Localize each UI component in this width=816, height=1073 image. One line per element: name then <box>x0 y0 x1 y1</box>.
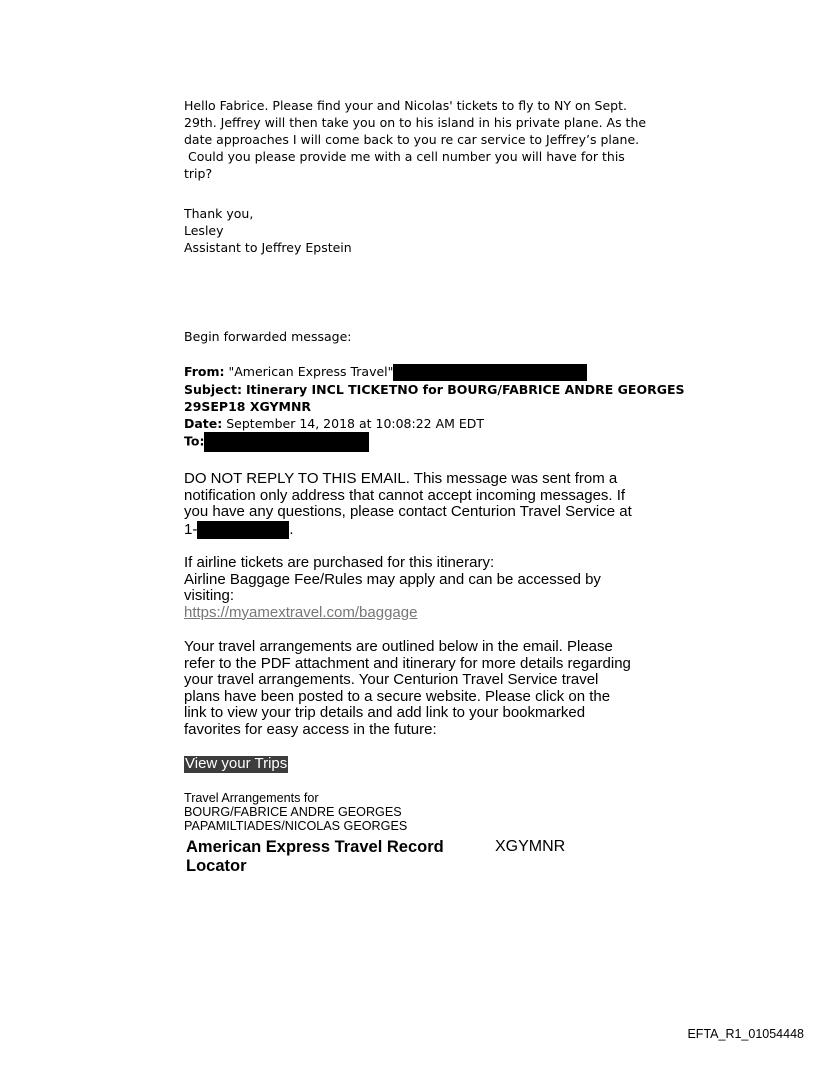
travelers-list <box>184 791 484 833</box>
notice-line: DO NOT REPLY TO THIS EMAIL. This message was sent from a <box>184 470 618 487</box>
no-reply-notice <box>184 471 654 539</box>
signoff-title: Assistant to Jeffrey Epstein <box>184 240 352 255</box>
arrangements-line: plans have been posted to a secure website. Please click on the <box>184 687 611 705</box>
arrangements-line: your travel arrangements. Your Centurion Travel Service travel <box>184 671 599 688</box>
notice-line: you have any questions, please contact Centurion Travel Service at <box>184 503 632 520</box>
baggage-info <box>184 555 654 621</box>
arrangements-line: favorites for easy access in the future: <box>184 720 437 738</box>
from-value: "American Express Travel" <box>228 364 394 379</box>
date-value: September 14, 2018 at 10:08:22 AM EDT <box>226 416 485 431</box>
traveler-name: BOURG/FABRICE ANDRE GEORGES <box>184 805 402 819</box>
intro-line: trip? <box>184 166 213 181</box>
subject-label: Subject: <box>184 382 242 397</box>
date-label: Date: <box>184 416 223 431</box>
baggage-line: Airline Baggage Fee/Rules may apply and can be accessed by <box>184 570 601 588</box>
intro-line: Hello Fabrice. Please find your and Nicolas' tickets to fly to NY on Sept. <box>184 98 627 113</box>
notice-line: notification only address that cannot accept incoming messages. If <box>184 486 626 504</box>
record-locator-label: American Express Travel Record Locator <box>186 838 444 875</box>
intro-line: 29th. Jeffrey will then take you on to his island in his private plane. As the <box>184 115 647 130</box>
arrangements-line: refer to the PDF attachment and itinerary for more details regarding <box>184 654 631 672</box>
traveler-name: PAPAMILTIADES/NICOLAS GEORGES <box>184 819 408 833</box>
travelers-heading: Travel Arrangements for <box>184 791 319 805</box>
document-id: EFTA_R1_01054448 <box>687 1027 804 1041</box>
baggage-line: visiting: <box>184 587 235 604</box>
signoff-name: Lesley <box>184 223 224 238</box>
forward-begin: Begin forwarded message: <box>184 329 352 344</box>
subject-value: Itinerary INCL TICKETNO for BOURG/FABRICE ANDRE GEORGES <box>245 382 685 397</box>
intro-paragraph <box>184 97 654 182</box>
view-trips-button[interactable]: View your Trips <box>185 755 288 772</box>
forward-header <box>184 363 685 452</box>
arrangements-paragraph <box>184 639 654 738</box>
signoff-thanks: Thank you, <box>184 206 254 221</box>
redaction-block <box>197 521 289 539</box>
phone-prefix: 1- <box>184 520 198 538</box>
record-locator-value: XGYMNR <box>495 838 566 855</box>
signoff <box>184 205 484 256</box>
redaction-block <box>393 364 587 381</box>
baggage-line: If airline tickets are purchased for this itinerary: <box>184 554 495 571</box>
intro-line: date approaches I will come back to you re car service to Jeffrey’s plane. <box>184 132 640 147</box>
subject-value-cont: 29SEP18 XGYMNR <box>184 399 312 414</box>
to-label: To: <box>184 433 205 449</box>
redaction-block <box>204 432 369 452</box>
phone-suffix: . <box>289 520 294 538</box>
baggage-link[interactable]: https://myamextravel.com/baggage <box>184 603 418 621</box>
arrangements-line: Your travel arrangements are outlined below in the email. Please <box>184 638 613 655</box>
from-label: From: <box>184 364 225 379</box>
arrangements-line: link to view your trip details and add link to your bookmarked <box>184 704 586 721</box>
intro-line: Could you please provide me with a cell number you will have for this <box>184 149 625 164</box>
